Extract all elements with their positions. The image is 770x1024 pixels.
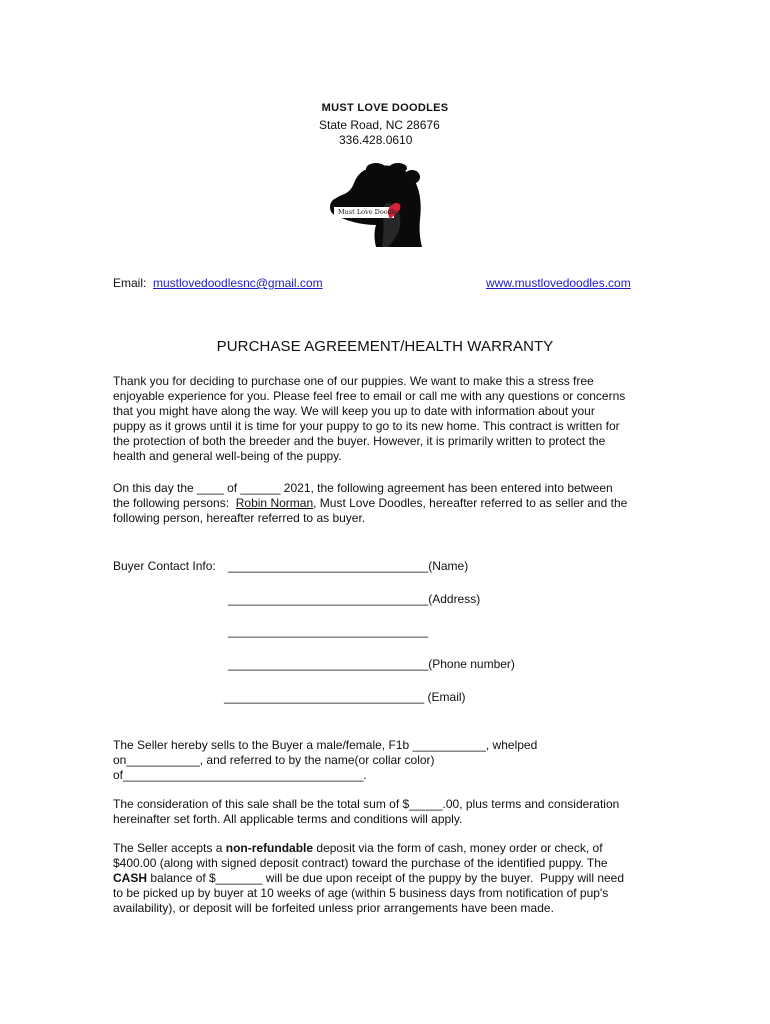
email-row [113,276,323,291]
email-link[interactable]: mustlovedoodlesnc@gmail.com [153,276,323,290]
poodle-silhouette-icon [316,163,422,247]
agreement-line [113,496,673,511]
agreement-line: following person, hereafter referred to as buyer. [113,511,366,525]
consideration-line: hereinafter set forth. All applicable terms and conditions will apply. [113,812,463,826]
non-refundable-text: non-refundable [225,841,314,855]
business-name: MUST LOVE DOODLES [321,102,449,114]
agreement-paragraph [113,481,673,526]
buyer-name-field[interactable]: ______________________________(Name) [228,559,469,573]
intro-line: the protection of both the breeder and the buyer. However, it is primarily written to protect the [113,434,606,448]
deposit-paragraph [113,841,673,916]
sale-line: on___________, and referred to by the name(or collar color) [113,753,435,767]
business-address: State Road, NC 28676 [319,118,440,132]
intro-line: that you might have along the way. We will keep you up to date with information about your [113,404,595,418]
cash-text: CASH [113,871,148,885]
consideration-paragraph [113,797,673,827]
buyer-contact-label: Buyer Contact Info: [113,559,216,573]
agreement-text: the following persons: [113,496,236,510]
buyer-address-field[interactable]: ______________________________(Address) [228,592,481,606]
seller-name: Robin Norman [235,496,314,510]
business-phone: 336.428.0610 [339,133,413,147]
email-label: Email: [113,276,147,290]
deposit-text: The Seller accepts a [113,841,226,855]
document-title: PURCHASE AGREEMENT/HEALTH WARRANTY [216,338,554,355]
business-header [300,101,470,115]
sale-paragraph [113,738,658,783]
sale-line: The Seller hereby sells to the Buyer a male/female, F1b ___________, whelped [113,738,538,752]
deposit-line [113,871,673,886]
deposit-line: availability), or deposit will be forfeited unless prior arrangements have been made. [113,901,554,915]
dog-logo [316,163,422,247]
website-link[interactable]: www.mustlovedoodles.com [486,276,631,290]
deposit-text: deposit via the form of cash, money order or check, of [313,841,603,855]
intro-line: Thank you for deciding to purchase one of our puppies. We want to make this a stress free [113,374,594,388]
logo-text: Must Love Doodles [338,208,402,216]
buyer-email-field[interactable]: ______________________________ (Email) [224,690,466,704]
intro-line: health and general well-being of the puppy. [113,449,342,463]
buyer-address2-field[interactable]: ______________________________ [228,624,429,638]
deposit-line [113,841,673,856]
intro-paragraph [113,374,658,464]
deposit-line: to be picked up by buyer at 10 weeks of age (within 5 business days from notification of pup's [113,886,609,900]
deposit-line: $400.00 (along with signed deposit contract) toward the purchase of the identified puppy. The [113,856,608,870]
website-row [486,276,631,291]
sale-line: of____________________________________. [113,768,367,782]
intro-line: enjoyable experience for you. Please feel free to email or call me with any questions or concerns [113,389,626,403]
buyer-phone-field[interactable]: ______________________________(Phone number) [228,657,515,671]
intro-line: puppy as it grows until it is time for your puppy to go to its new home. This contract is written for [113,419,620,433]
consideration-line: The consideration of this sale shall be the total sum of $_____.00, plus terms and consideration [113,797,620,811]
agreement-text: , Must Love Doodles, hereafter referred to as seller and the [313,496,628,510]
agreement-line: On this day the ____ of ______ 2021, the following agreement has been entered into between [113,481,613,495]
deposit-text: balance of $_______ will be due upon receipt of the puppy by the buyer. Puppy will need [147,871,625,885]
